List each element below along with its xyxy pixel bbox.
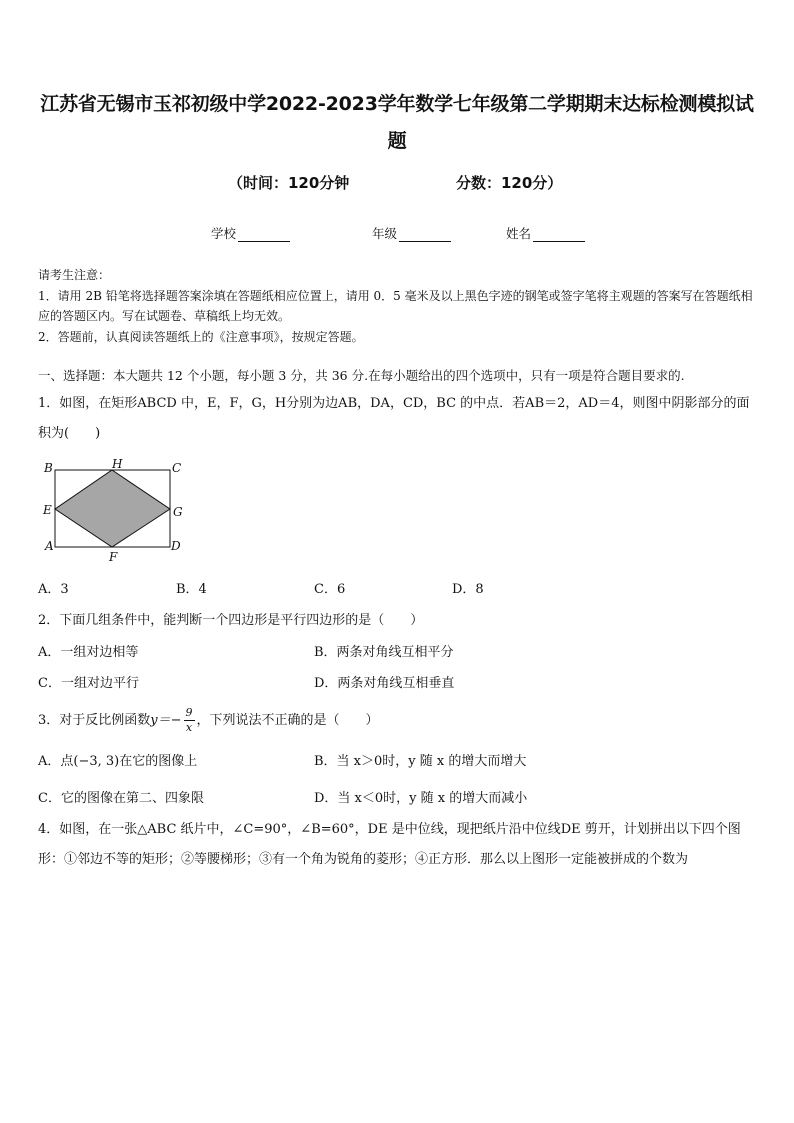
label-a: A	[45, 539, 54, 553]
label-d: D	[171, 539, 181, 553]
q3-fraction	[184, 706, 195, 735]
notice-line-2: 2．答题前，认真阅读答题纸上的《注意事项》，按规定答题。	[38, 329, 364, 344]
school-blank	[238, 229, 290, 242]
q1-option-d: D．8	[452, 582, 484, 597]
question-3-text	[38, 704, 760, 738]
total-score: 分数：120分）	[456, 174, 563, 192]
q3-option-b: B．当 x＞0时，y 随 x 的增大而增大	[314, 754, 527, 769]
grade-field	[372, 224, 451, 242]
q3-fraction-denominator: x	[185, 721, 193, 734]
q3-prefix: 3．对于反比例函数	[38, 713, 151, 728]
name-field	[506, 224, 585, 242]
label-g: G	[173, 505, 183, 519]
school-label: 学校	[211, 226, 237, 241]
q1-option-c: C．6	[314, 582, 346, 597]
label-h: H	[112, 457, 123, 471]
name-label: 姓名	[506, 226, 532, 241]
label-e: E	[43, 503, 52, 517]
q1-option-a: A．3	[38, 582, 69, 597]
q2-option-d: D．两条对角线互相垂直	[314, 676, 455, 691]
q3-suffix: ，下列说法不正确的是（ ）	[196, 713, 379, 728]
q3-option-a: A．点(−3, 3)在它的图像上	[38, 754, 198, 769]
label-b: B	[44, 461, 53, 475]
question-2-text: 2．下面几组条件中，能判断一个四边形是平行四边形的是（ ）	[38, 613, 424, 628]
q2-option-b: B．两条对角线互相平分	[314, 645, 454, 660]
time-limit: （时间：120分钟	[228, 174, 350, 192]
notice-block	[38, 265, 758, 347]
label-f: F	[109, 550, 118, 564]
q3-function: y＝−	[150, 713, 182, 728]
question-1-text: 1．如图，在矩形ABCD 中，E，F，G，H分别为边AB，DA，CD，BC 的中点．若AB＝2，AD＝4，则图中阴影部分的面积为( )	[38, 396, 750, 441]
rectangle-figure	[40, 456, 190, 566]
question-4-text: 4．如图，在一张△ABC 纸片中，∠C=90°，∠B=60°，DE 是中位线，现把纸片沿中位线DE 剪开，计划拼出以下四个图形：①邻边不等的矩形；②等腰梯形；③有一个角为锐角的菱形；④正方形．那么以上图形一定能被拼成的个数为	[38, 822, 741, 867]
notice-line-1: 1．请用 2B 铅笔将选择题答案涂填在答题纸相应位置上，请用 0．5 毫米及以上黑色字迹的钢笔或签字笔将主观题的答案写在答题纸相应的答题区内。写在试题卷、草稿纸上均无效。	[38, 288, 753, 323]
q3-fraction-numerator: 9	[185, 706, 193, 719]
notice-heading: 请考生注意：	[38, 268, 111, 282]
q3-option-c: C．它的图像在第二、四象限	[38, 791, 204, 806]
grade-blank	[399, 229, 451, 242]
q2-option-a: A．一组对边相等	[38, 645, 139, 660]
name-blank	[533, 229, 585, 242]
grade-label: 年级	[372, 226, 398, 241]
section-heading: 一、选择题：本大题共 12 个小题，每小题 3 分，共 36 分.在每小题给出的四个选项中，只有一项是符合题目要求的.	[38, 368, 685, 383]
page-title: 江苏省无锡市玉祁初级中学2022-2023学年数学七年级第二学期期末达标检测模拟试题	[40, 93, 754, 152]
q1-option-b: B．4	[176, 582, 207, 597]
label-c: C	[172, 461, 182, 475]
school-field	[211, 224, 290, 242]
shaded-rhombus	[55, 470, 170, 547]
q3-option-d: D．当 x＜0时，y 随 x 的增大而减小	[314, 791, 528, 806]
q2-option-c: C．一组对边平行	[38, 676, 139, 691]
